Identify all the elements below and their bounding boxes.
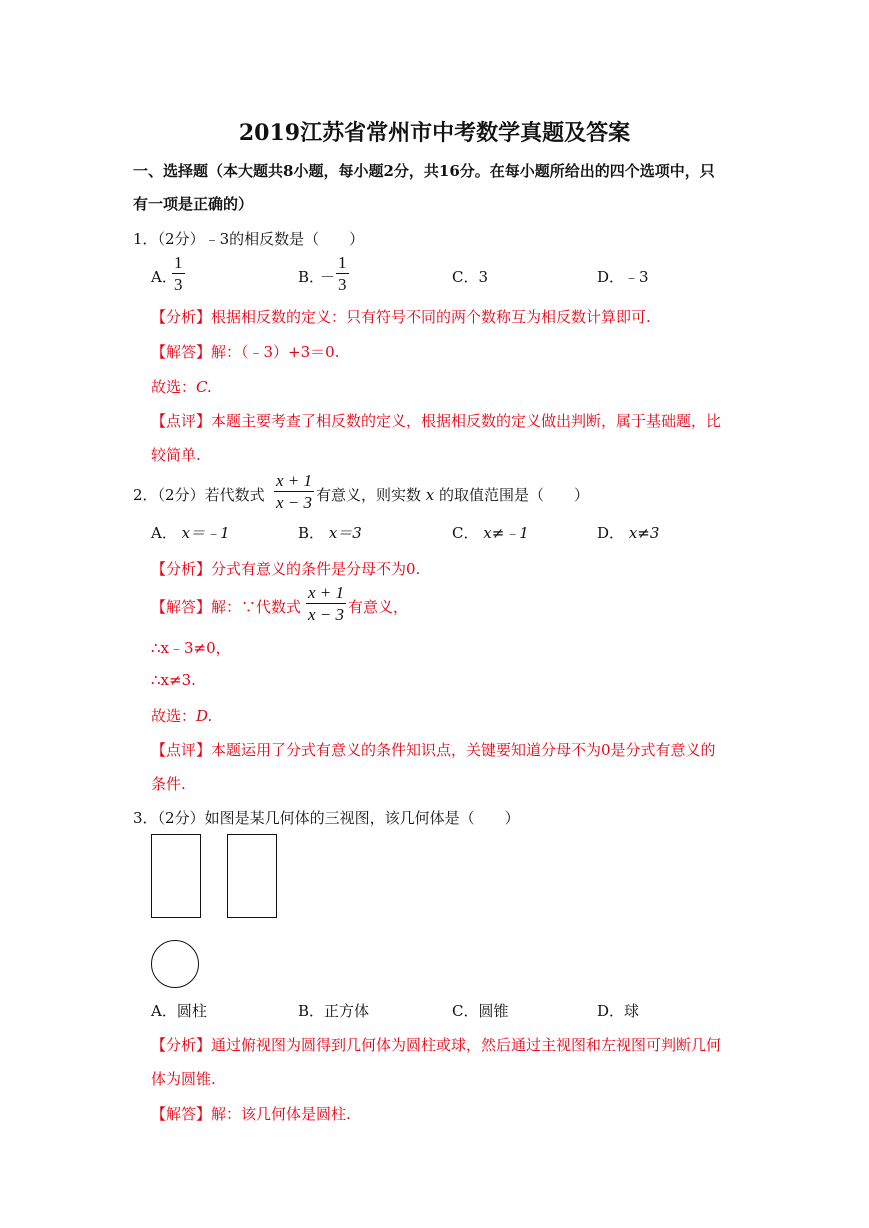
q2-answer-numerator: [306, 583, 346, 604]
q2-analysis: 【分析】分式有意义的条件是分母不为0.: [151, 560, 421, 578]
side-view-rectangle: [227, 834, 277, 918]
q1-option-b-sign: －: [320, 268, 336, 286]
q2-option-c: [452, 522, 529, 543]
q2-option-b: [298, 522, 362, 543]
section-header-line1: 一、选择题（本大题共8小题，每小题2分，共16分。在每小题所给出的四个选项中，只: [133, 162, 715, 180]
q3-option-a: A．圆柱: [151, 1002, 207, 1020]
q2-answer-denominator-text: x − 3: [308, 605, 345, 624]
q3-option-c: C．圆锥: [452, 1002, 509, 1020]
q2-choice-prefix: 故选：: [151, 707, 197, 725]
page-title: 2019江苏省常州市中考数学真题及答案: [238, 120, 631, 146]
q2-answer-end: 有意义，: [348, 598, 409, 616]
q2-option-a: [151, 522, 230, 543]
q2-choice-letter: D.: [196, 707, 213, 725]
q2-option-a-expr: x＝﹣1: [181, 524, 230, 542]
q1-option-c: C．3: [452, 268, 489, 286]
q2-option-b-label: B．: [298, 524, 325, 542]
q2-step2: ∴x≠3.: [151, 671, 196, 689]
q3-answer: 【解答】解：该几何体是圆柱.: [151, 1105, 351, 1123]
q1-option-a-denominator: 3: [174, 275, 183, 294]
q2-stem-start: 2．（2分）若代数式: [133, 486, 265, 504]
q1-choice: [151, 376, 212, 397]
q2-stem-numerator: [274, 471, 314, 492]
q2-stem-tail: 的取值范围是（ ）: [439, 486, 590, 504]
q1-comment-line2: 较简单.: [151, 446, 201, 464]
q1-option-b-numerator: 1: [338, 253, 347, 272]
section-header-line2: 有一项是正确的）: [133, 195, 254, 213]
q1-option-b-denominator: 3: [338, 275, 347, 294]
q2-option-d-label: D．: [597, 524, 625, 542]
q1-option-b-label: B．: [298, 268, 325, 286]
q2-comment-line2: 条件.: [151, 775, 186, 793]
q2-stem-numerator-text: x + 1: [276, 471, 313, 490]
q2-stem-denominator: [274, 492, 314, 514]
q1-stem: 1．（2分）﹣3的相反数是（ ）: [133, 230, 365, 248]
q2-answer-fraction: [306, 583, 346, 626]
q2-stem-fraction: [274, 471, 314, 514]
q2-option-b-expr: x＝3: [328, 524, 362, 542]
q1-analysis: 【分析】根据相反数的定义：只有符号不同的两个数称互为相反数计算即可.: [151, 308, 651, 326]
q2-option-d: [597, 522, 659, 543]
q3-option-d: D．球: [597, 1002, 640, 1020]
q1-answer: 【解答】解：（﹣3）+3＝0.: [151, 343, 340, 361]
q2-option-a-label: A．: [151, 524, 177, 542]
q3-analysis-line1: 【分析】通过俯视图为圆得到几何体为圆柱或球，然后通过主视图和左视图可判断几何: [151, 1036, 722, 1054]
q3-option-b: B．正方体: [298, 1002, 370, 1020]
q2-stem-variable: x: [425, 486, 435, 504]
q1-choice-prefix: 故选：: [151, 378, 197, 396]
q2-answer-numerator-text: x + 1: [308, 583, 345, 602]
q1-comment-line1: 【点评】本题主要考查了相反数的定义，根据相反数的定义做出判断，属于基础题，比: [151, 412, 722, 430]
q1-option-b-fraction: [336, 253, 349, 296]
q1-choice-letter: C.: [196, 378, 212, 396]
q1-option-a-fraction: [172, 253, 185, 296]
top-view-circle: [151, 940, 199, 988]
q2-stem-denominator-text: x − 3: [276, 493, 313, 512]
q2-option-d-expr: x≠3: [628, 524, 660, 542]
q2-answer-start: 【解答】解：∵代数式: [151, 598, 302, 616]
q1-option-a-label: A．: [151, 268, 177, 286]
q2-option-c-label: C．: [452, 524, 479, 542]
q2-answer-denominator: [306, 604, 346, 626]
q2-option-c-expr: x≠﹣1: [483, 524, 529, 542]
q2-comment-line1: 【点评】本题运用了分式有意义的条件知识点，关键要知道分母不为0是分式有意义的: [151, 741, 716, 759]
front-view-rectangle: [151, 834, 201, 918]
q1-option-d: D．﹣3: [597, 268, 649, 286]
q3-analysis-line2: 体为圆锥.: [151, 1070, 216, 1088]
q3-stem: 3．（2分）如图是某几何体的三视图，该几何体是（ ）: [133, 809, 520, 827]
q2-step1: ∴x﹣3≠0，: [151, 639, 231, 657]
q2-stem-end: [316, 484, 589, 505]
q2-choice: [151, 705, 212, 726]
q2-stem-middle: 有意义，则实数: [316, 486, 422, 504]
q1-option-a-numerator: 1: [174, 253, 183, 272]
